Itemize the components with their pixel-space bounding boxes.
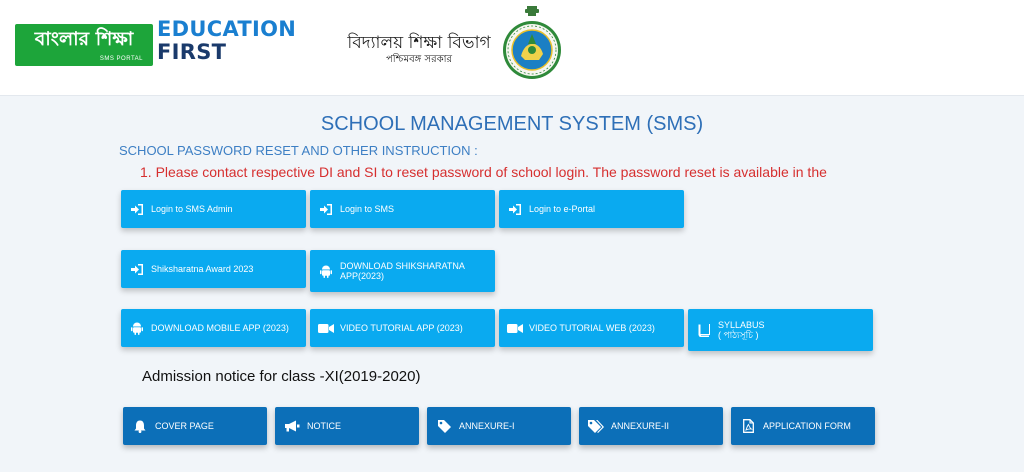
android-icon	[121, 322, 149, 335]
application-form-label: APPLICATION FORM	[763, 421, 851, 431]
banglar-shiksha-logo[interactable]	[15, 24, 153, 66]
login-sms-button[interactable]	[310, 190, 495, 228]
video-camera-icon	[499, 323, 527, 334]
syllabus-button[interactable]	[688, 309, 873, 351]
instruction-marquee: 1. Please contact respective DI and SI to reset password of school login. The password reset is available in the	[140, 164, 827, 180]
syllabus-label	[716, 320, 765, 340]
sign-in-icon	[499, 204, 527, 215]
notice-label: NOTICE	[307, 421, 342, 431]
notice-button[interactable]	[275, 407, 419, 445]
download-shiksharatna-app-label	[338, 261, 465, 281]
pdf-file-icon	[731, 419, 761, 433]
department-title: বিদ্যালয় শিক্ষা বিভাগ	[347, 33, 491, 53]
download-shiksharatna-app-button[interactable]	[310, 250, 495, 292]
login-sms-admin-button[interactable]	[121, 190, 306, 228]
logo-education-text: EDUCATION	[157, 17, 297, 41]
cover-page-button[interactable]	[123, 407, 267, 445]
download-mobile-app-label: DOWNLOAD MOBILE APP (2023)	[151, 323, 289, 333]
syllabus-line1: SYLLABUS	[718, 320, 765, 330]
video-tutorial-app-label: VIDEO TUTORIAL APP (2023)	[340, 323, 463, 333]
download-mobile-app-button[interactable]	[121, 309, 306, 347]
login-eportal-label: Login to e-Portal	[529, 204, 596, 214]
logo-bangla-subtext: SMS PORTAL	[99, 56, 143, 62]
government-emblem-icon	[501, 4, 563, 86]
logo-bangla-text: বাংলার শিক্ষা	[34, 28, 134, 50]
bullhorn-icon	[275, 420, 305, 432]
annexure-2-button[interactable]	[579, 407, 723, 445]
login-sms-label: Login to SMS	[340, 204, 395, 214]
sign-in-icon	[310, 204, 338, 215]
annexure-1-button[interactable]	[427, 407, 571, 445]
application-form-button[interactable]	[731, 407, 875, 445]
cover-page-label: COVER PAGE	[155, 421, 214, 431]
shiksharatna-award-button[interactable]	[121, 250, 306, 288]
android-icon	[310, 265, 338, 278]
admission-notice-heading: Admission notice for class -XI(2019-2020)	[142, 368, 421, 385]
video-tutorial-web-button[interactable]	[499, 309, 684, 347]
sign-in-icon	[121, 264, 149, 275]
login-sms-admin-label: Login to SMS Admin	[151, 204, 233, 214]
annexure-2-label: ANNEXURE-II	[611, 421, 670, 431]
department-subtitle: পশ্চিমবঙ্গ সরকার	[385, 54, 452, 65]
shiksharatna-award-label: Shiksharatna Award 2023	[151, 264, 254, 274]
instruction-heading: SCHOOL PASSWORD RESET AND OTHER INSTRUCTION :	[119, 143, 478, 158]
tag-icon	[427, 420, 457, 433]
annexure-1-label: ANNEXURE-I	[459, 421, 515, 431]
bell-icon	[123, 420, 153, 433]
video-camera-icon	[310, 323, 338, 334]
page-title: SCHOOL MANAGEMENT SYSTEM (SMS)	[320, 113, 704, 135]
education-first-logo[interactable]	[157, 18, 296, 64]
syllabus-line2: ( পাঠ্যসূচি )	[718, 330, 759, 340]
login-eportal-button[interactable]	[499, 190, 684, 228]
tags-icon	[579, 420, 609, 433]
site-header	[0, 0, 1024, 96]
logo-first-text: FIRST	[157, 40, 227, 64]
video-tutorial-web-label: VIDEO TUTORIAL WEB (2023)	[529, 323, 655, 333]
book-icon	[688, 324, 716, 337]
download-shiksharatna-line2: APP(2023)	[340, 271, 385, 281]
department-name	[345, 33, 493, 67]
video-tutorial-app-button[interactable]	[310, 309, 495, 347]
sign-in-icon	[121, 204, 149, 215]
download-shiksharatna-line1: DOWNLOAD SHIKSHARATNA	[340, 261, 465, 271]
